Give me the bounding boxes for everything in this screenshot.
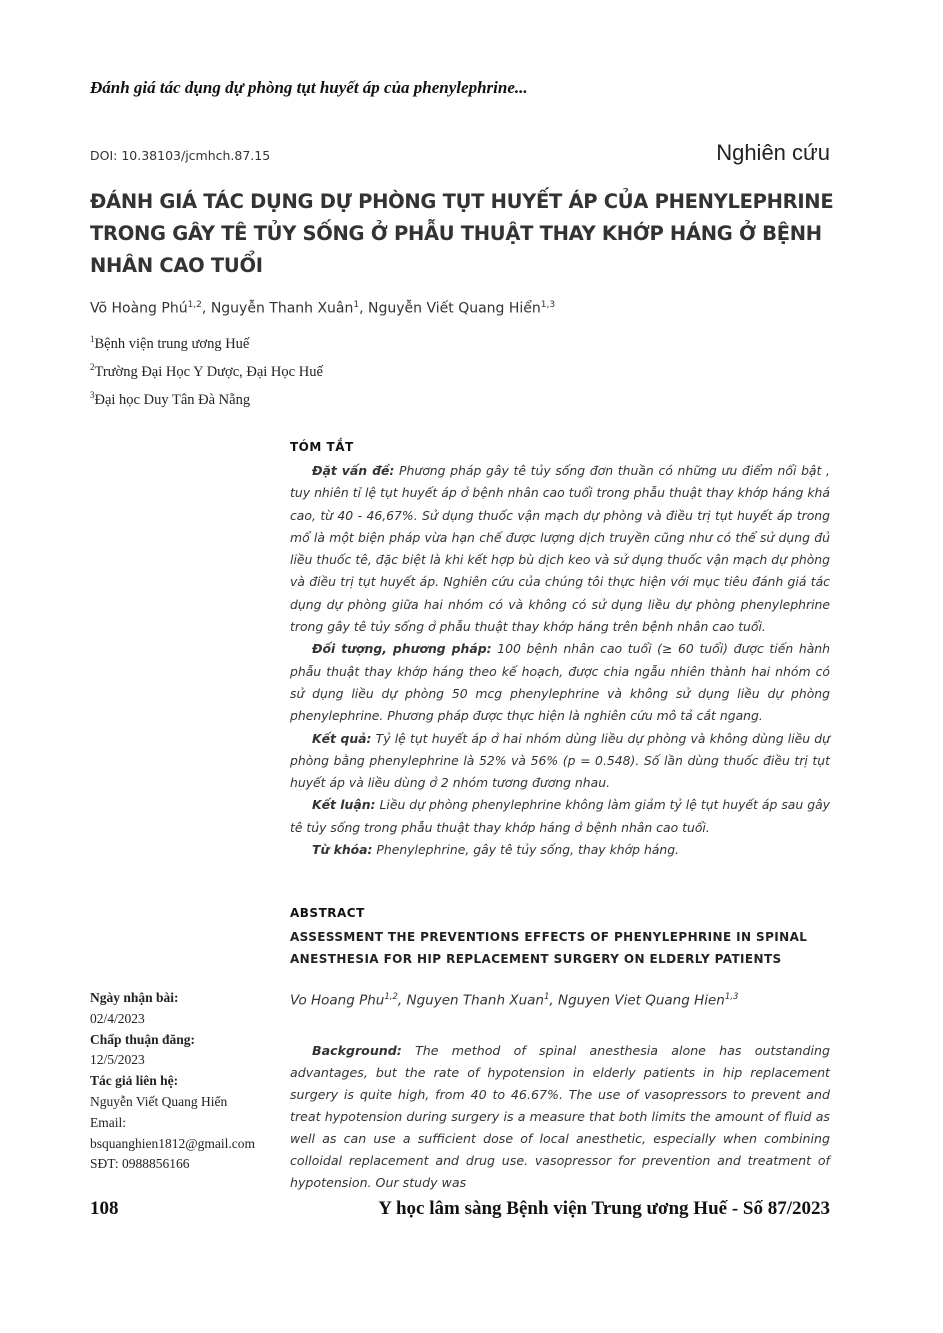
vietnamese-abstract — [290, 440, 830, 861]
page-number: 108 — [90, 1198, 119, 1219]
abstract-heading: TÓM TẮT — [290, 440, 354, 454]
accepted-label: Chấp thuận đăng: — [90, 1031, 196, 1047]
section-label: Kết luận: — [312, 797, 376, 813]
abstract-heading: ABSTRACT — [290, 906, 365, 920]
doi: DOI: 10.38103/jcmhch.87.15 — [90, 148, 271, 163]
author-name: Nguyễn Viết Quang Hiển — [368, 300, 541, 317]
received-label: Ngày nhận bài: — [90, 990, 179, 1005]
corresponding-label: Tác giả liên hệ: — [90, 1073, 179, 1089]
author-separator: , — [359, 300, 369, 317]
author-name: Nguyen Viet Quang Hien — [557, 992, 725, 1009]
english-abstract — [290, 1040, 830, 1194]
received-date: 02/4/2023 — [90, 1010, 145, 1026]
author-affil-sup: 1,3 — [540, 300, 556, 310]
author-list — [90, 300, 555, 317]
author-name: Nguyen Thanh Xuan — [406, 992, 544, 1009]
phone-number: SĐT: 0988856166 — [90, 1156, 190, 1172]
abstract-methods: Đối tượng, phương pháp: 100 bệnh nhân cao tuổi (≥ 60 tuổi) được tiến hành phẫu thuật thay khớp háng theo kế hoạch, được chia ngẫu nhiên thành hai nhóm có sử dụng liều dự phòng 50 mcg phenylephrine và không sử dụng liều dự phòng phenylephrine. Phương pháp được thực hiện là nghiên cứu mô tả cắt ngang. — [290, 641, 831, 724]
section-label: Nghiên cứu — [716, 140, 830, 165]
section-label: Background: — [312, 1043, 402, 1058]
section-label: Đối tượng, phương pháp: — [312, 641, 492, 657]
abstract-results: Kết quả: Tỷ lệ tụt huyết áp ở hai nhóm dùng liều dự phòng và không dùng liều dự phòng bằng phenylephrine là 52% và 56% (p = 0.548). Số lần dùng thuốc điều trị tụt huyết áp và liều dùng ở 2 nhóm tương đương nhau. — [290, 730, 830, 791]
author-name: Vo Hoang Phu — [290, 992, 385, 1009]
english-title: ASSESSMENT THE PREVENTIONS EFFECTS OF PHENYLEPHRINE IN SPINAL ANESTHESIA FOR HIP REPLACEMENT SURGERY ON ELDERLY PATIENTS — [290, 930, 808, 966]
abstract-background: Background: The method of spinal anesthesia alone has outstanding advantages, but the rate of hypotension in elderly patients in hip replacement surgery is quite high, from 40 to 46.67%. The use of vasopressors to prevent and treat hypotension during surgery is a measure that both limits the amount of fluid as well as can use a sufficient dose of local anesthetic, especially when combining colloidal replacement and drug use. vasopressor for prevention and treatment of hypotension. Our study was — [290, 1043, 830, 1190]
affiliation-item: $^1$Bệnh viện trung ương Huế — [90, 334, 250, 352]
affiliation-item: $^2$Trường Đại Học Y Dược, Đại Học Huế — [90, 361, 323, 380]
journal-footer: Y học lâm sàng Bệnh viện Trung ương Huế - Số 87/2023 — [378, 1198, 830, 1219]
email-label: Email: — [90, 1114, 126, 1130]
abstract-conclusion: Kết luận: Liều dự phòng phenylephrine không làm giảm tỷ lệ tụt huyết áp sau gây tê tủy sống trong phẫu thuật thay khớp háng ở bệnh nhân cao tuổi. — [290, 797, 831, 835]
abstract-background: Đặt vấn đề: Phương pháp gây tê tủy sống đơn thuần có những ưu điểm nổi bật , tuy nhiên tỉ lệ tụt huyết áp ở bệnh nhân cao tuổi trong phẫu thuật thay khớp háng khá cao, từ 40 - 46,67%. Sử dụng thuốc vận mạch dự phòng và điều trị tụt huyết áp trong mổ là một biện pháp vừa hạn chế được lượng dịch truyền cũng như có thể sử dụng đủ liều thuốc tê, đặc biệt là khi kết hợp bù dịch keo và sử dụng thuốc vận mạch dự phòng và điều trị tụt huyết áp. Nghiên cứu của chúng tôi thực hiện với mục tiêu đánh giá tác dụng dự phòng giữa hai nhóm có và không có sử dụng liều dự phòng phenylephrine trong gây tê tủy sống ở phẫu thuật thay khớp háng trên bệnh nhân cao tuổi. — [290, 463, 830, 635]
article-info-sidebar — [90, 988, 280, 1175]
author-affil-sup: 1,2 — [187, 300, 202, 310]
affiliation-item: $^3$Đại học Duy Tân Đà Nẵng — [90, 389, 251, 408]
abstract-keywords: Từ khóa: Phenylephrine, gây tê tủy sống, thay khớp háng. — [312, 842, 680, 858]
article-title: ĐÁNH GIÁ TÁC DỤNG DỰ PHÒNG TỤT HUYẾT ÁP CỦA PHENYLEPHRINE TRONG GÂY TÊ TỦY SỐNG Ở PHẪU THUẬT THAY KHỚP HÁNG Ở BỆNH NHÂN CAO TUỔI — [90, 190, 834, 277]
affiliation-list — [90, 328, 323, 411]
running-head: Đánh giá tác dụng dự phòng tụt huyết áp của phenylephrine... — [90, 78, 528, 97]
corresponding-name: Nguyễn Viết Quang Hiển — [90, 1093, 228, 1109]
section-label: Từ khóa: — [312, 842, 373, 858]
author-name: Nguyễn Thanh Xuân — [210, 300, 354, 317]
section-label: Kết quả: — [312, 730, 372, 746]
email-address[interactable]: bsquanghien1812@gmail.com — [90, 1135, 256, 1151]
accepted-date: 12/5/2023 — [90, 1052, 145, 1068]
section-label: Đặt vấn đề: — [312, 463, 395, 478]
author-separator: , — [201, 300, 211, 317]
english-abstract-header — [290, 906, 830, 970]
author-affil-sup: 1 — [353, 300, 360, 310]
english-author-list: Vo Hoang Phu$^{1,2}$, Nguyen Thanh Xuan$^1$, Nguyen Viet Quang Hien$^{1,3}$ — [290, 992, 739, 1009]
author-name: Võ Hoàng Phú — [90, 300, 188, 317]
